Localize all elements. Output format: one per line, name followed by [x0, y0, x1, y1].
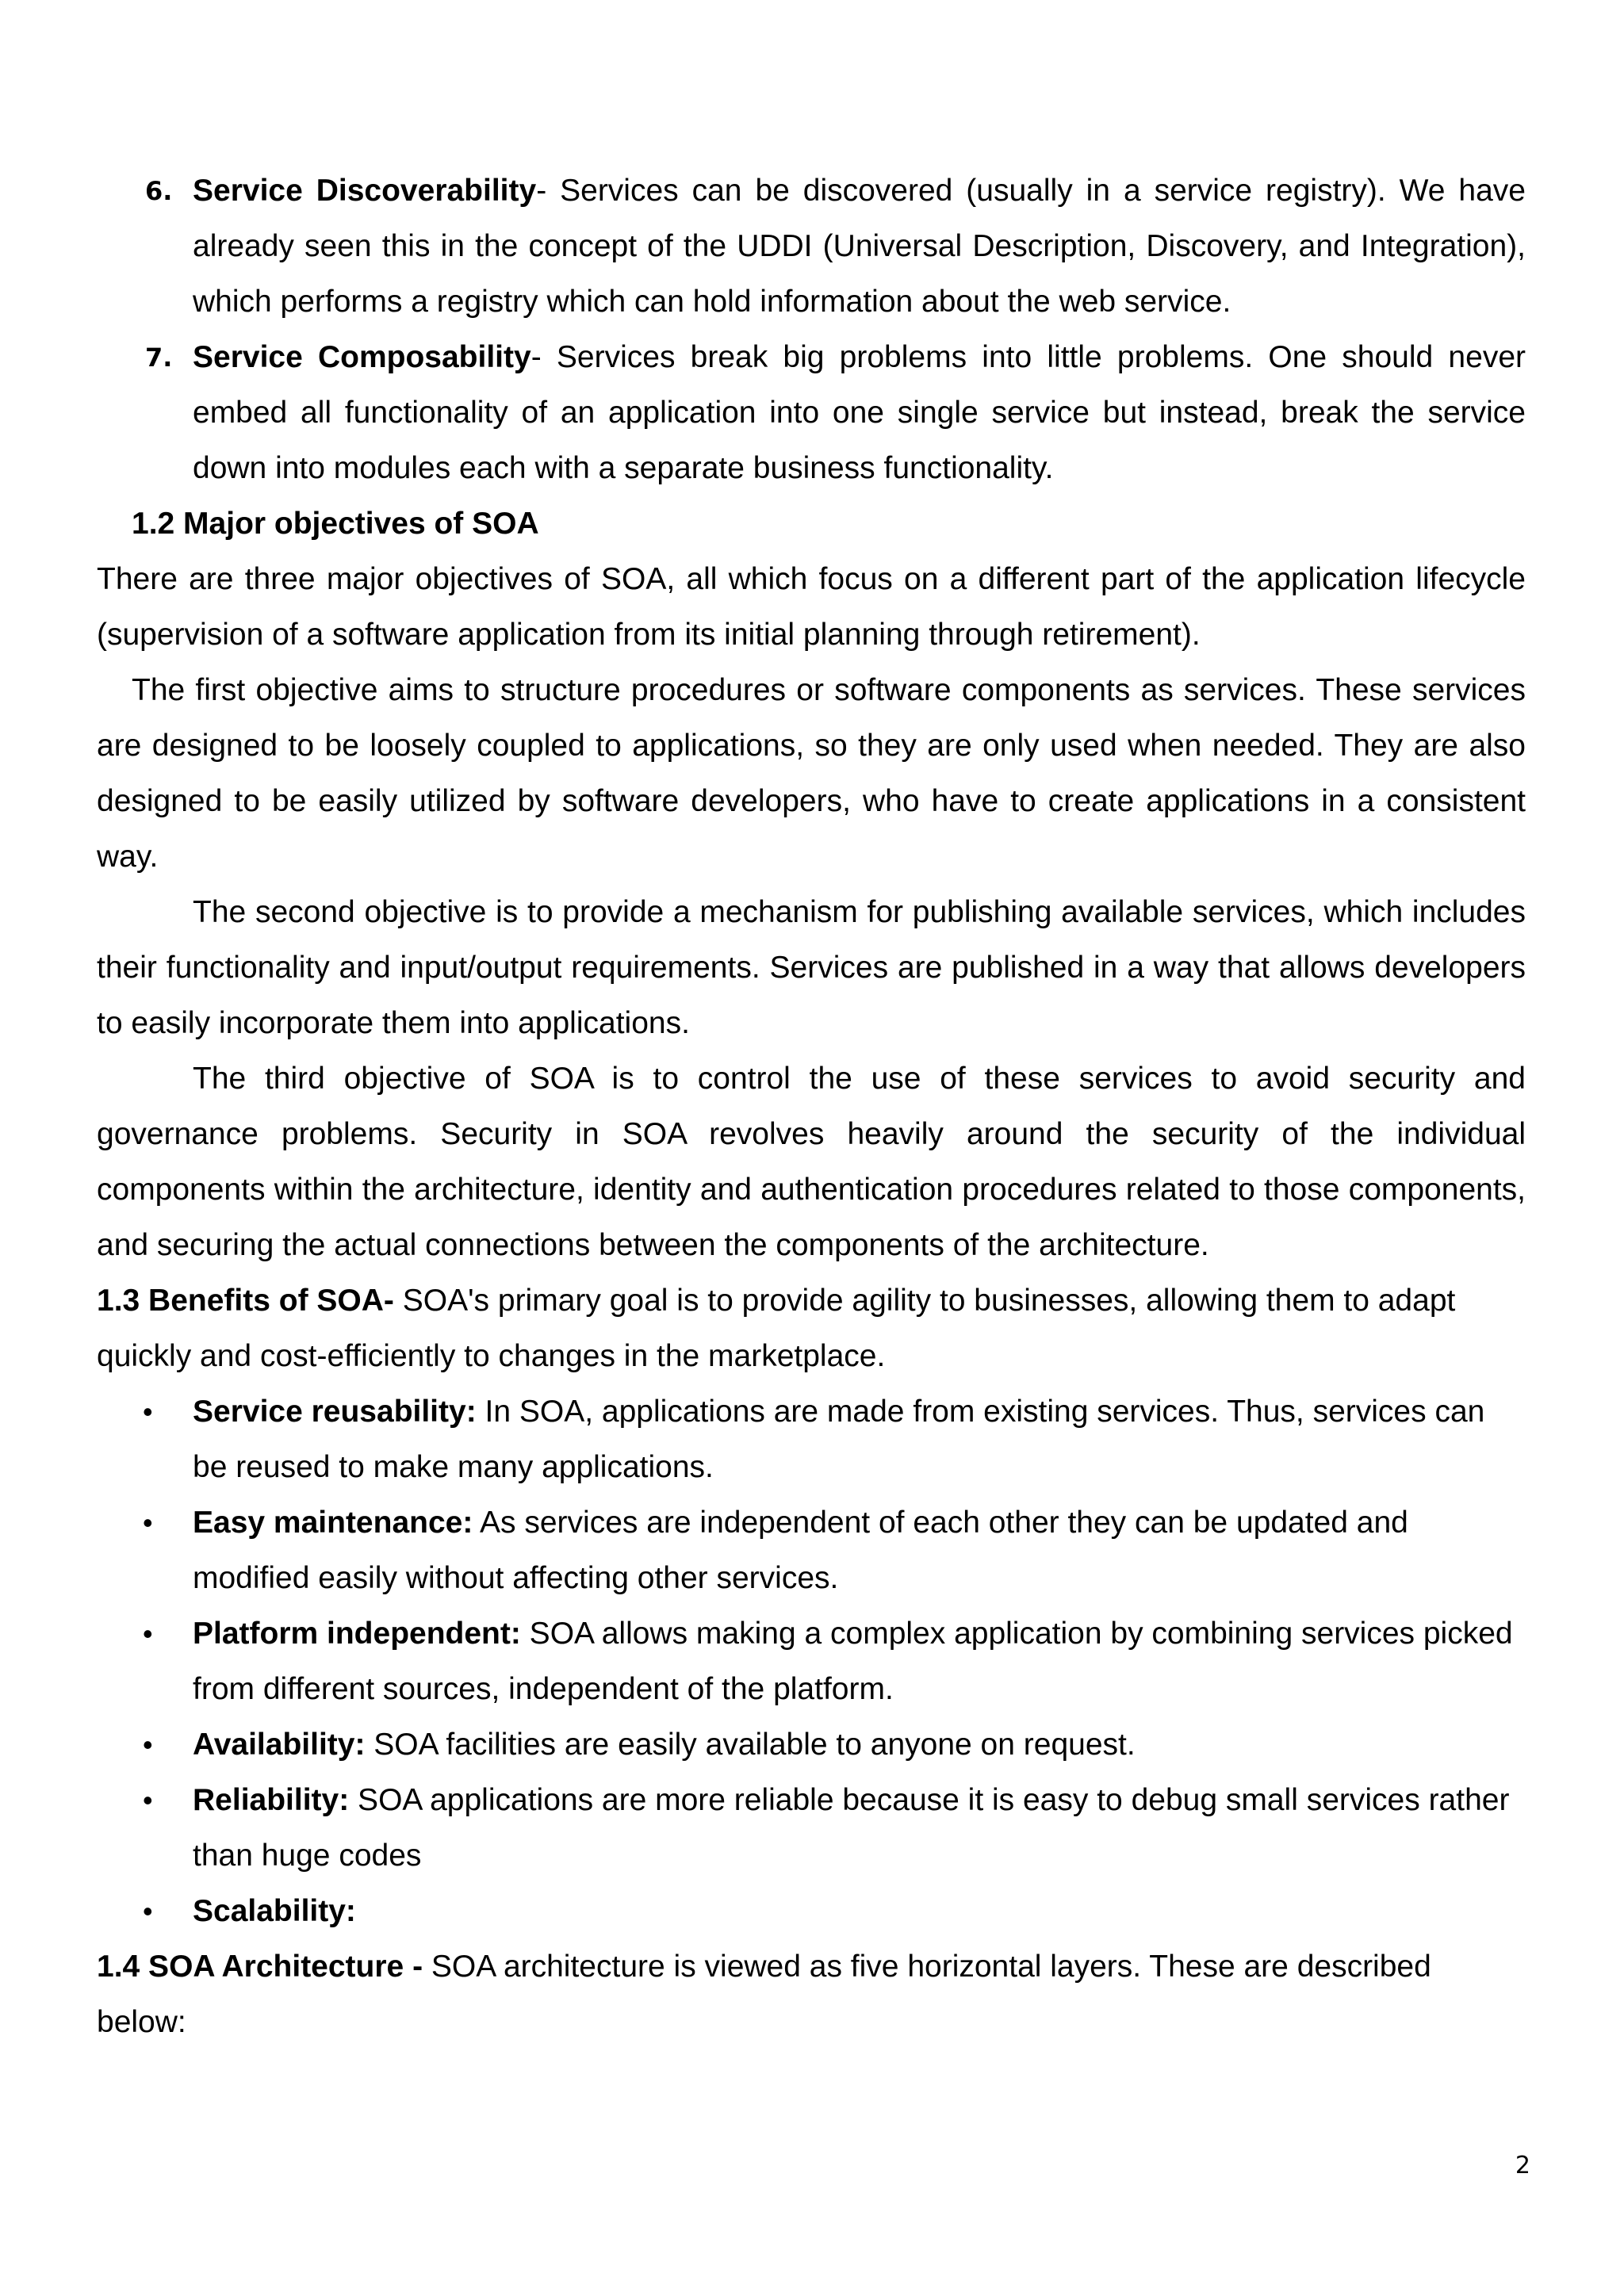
benefit-scalability — [97, 1884, 1526, 1939]
paragraph-third-objective: The third objective of SOA is to control the use of these services to avoid security and governance problems. Security in SOA revolves heavily around the security of the individual components within the architecture, identity and authentication procedures related to those components, and securing the actual connections between the components of the architecture. — [97, 1062, 1526, 1262]
benefits-intro-text: SOA's primary goal is to provide agility to businesses, allowing them to adapt quickly and cost-efficiently to changes in the marketplace. — [97, 1284, 1456, 1373]
benefit-text: SOA applications are more reliable because it is easy to debug small services rather than huge codes — [193, 1783, 1510, 1873]
benefit-reliability — [97, 1773, 1526, 1884]
paragraph-second-objective: The second objective is to provide a mechanism for publishing available services, which includes their functionality and input/output requirements. Services are published in a way that allows developers to easily incorporate them into applications. — [97, 895, 1526, 1040]
list-item-text: - Services can be discovered (usually in a service registry). We have already seen this in the concept of the UDDI (Universal Description, Discovery, and Integration), which performs a registry which can hold information about the web service. — [193, 174, 1526, 319]
bullet-icon: • — [143, 1617, 153, 1650]
benefit-service-reusability — [97, 1384, 1526, 1495]
list-number: 6. — [145, 176, 173, 206]
paragraph-benefits-intro — [97, 1273, 1526, 1384]
benefit-term: Easy maintenance: — [193, 1506, 473, 1540]
benefit-term: Availability: — [193, 1728, 366, 1762]
benefit-text: SOA facilities are easily available to anyone on request. — [365, 1728, 1136, 1762]
list-item-service-composability — [97, 330, 1526, 496]
list-item-term: Service Discoverability — [193, 174, 537, 208]
list-item-text: - Services break big problems into little problems. One should never embed all functionality of an application into one single service but instead, break the service down into modules each with a separate business functionality. — [193, 340, 1526, 485]
list-item-term: Service Composability — [193, 340, 531, 374]
list-number: 7. — [145, 342, 173, 373]
benefit-text: In SOA, applications are made from existing services. Thus, services can be reused to make many applications. — [193, 1395, 1485, 1484]
paragraph-objectives-intro: There are three major objectives of SOA, all which focus on a different part of the application lifecycle (supervision of a software application from its initial planning through retirement). — [97, 562, 1526, 652]
page-number: 2 — [1515, 2152, 1530, 2179]
page-body — [97, 163, 1526, 2050]
paragraph-soa-architecture — [97, 1939, 1526, 2050]
benefit-term: Platform independent: — [193, 1617, 521, 1651]
benefit-term: Service reusability: — [193, 1395, 477, 1429]
paragraph-first-objective: The first objective aims to structure procedures or software components as services. These services are designed to be loosely coupled to applications, so they are only used when needed. They are also designed to be easily utilized by software developers, who have to create applications in a consistent way. — [97, 673, 1526, 874]
benefit-easy-maintenance — [97, 1495, 1526, 1606]
heading-major-objectives: 1.2 Major objectives of SOA — [132, 507, 539, 541]
bullet-icon: • — [143, 1784, 153, 1816]
benefit-term: Reliability: — [193, 1783, 350, 1817]
bullet-icon: • — [143, 1506, 153, 1539]
benefit-platform-independent — [97, 1606, 1526, 1717]
benefit-availability — [97, 1717, 1526, 1773]
benefit-text: As services are independent of each other they can be updated and modified easily without affecting other services. — [193, 1506, 1408, 1595]
heading-soa-architecture: 1.4 SOA Architecture - — [97, 1950, 423, 1984]
bullet-icon: • — [143, 1895, 153, 1927]
heading-benefits: 1.3 Benefits of SOA- — [97, 1284, 394, 1318]
architecture-text: SOA architecture is viewed as five horizontal layers. These are described below: — [97, 1950, 1431, 2039]
benefit-text: SOA allows making a complex application by combining services picked from different sources, independent of the platform. — [193, 1617, 1513, 1706]
bullet-icon: • — [143, 1728, 153, 1761]
list-item-service-discoverability — [97, 163, 1526, 330]
benefit-term: Scalability: — [193, 1894, 356, 1928]
bullet-icon: • — [143, 1395, 153, 1428]
